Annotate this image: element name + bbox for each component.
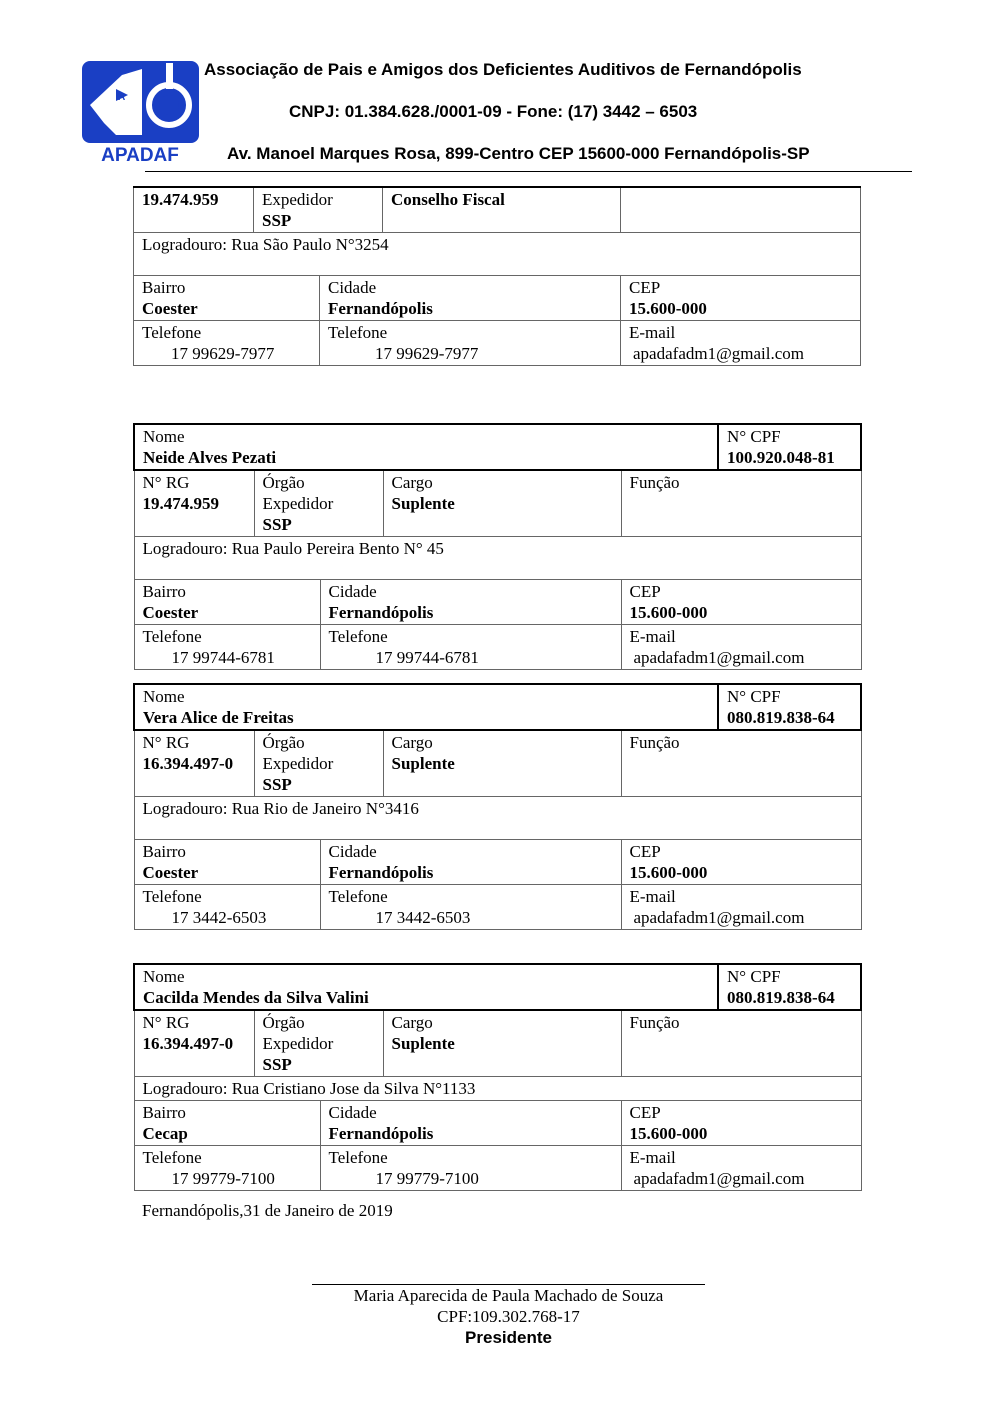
cargo-label: Cargo — [391, 733, 433, 752]
member-record-4 — [133, 963, 862, 1191]
cpf-label: N° CPF — [727, 427, 781, 446]
expedidor-label: Expedidor — [262, 494, 334, 513]
cpf-cell — [718, 424, 861, 470]
apadaf-logo — [82, 61, 199, 163]
logradouro-value: Logradouro: Rua Cristiano Jose da Silva N°1133 — [142, 1079, 476, 1098]
email-cell — [621, 321, 861, 366]
cep-cell — [621, 580, 861, 625]
svg-text:A: A — [118, 92, 126, 103]
bairro-value: Coester — [142, 299, 198, 318]
bairro-cell — [134, 840, 320, 885]
orgao-label: Órgão — [262, 733, 305, 752]
rg-cell — [134, 730, 254, 797]
logradouro-cell — [134, 797, 861, 840]
funcao-label: Função — [629, 1013, 680, 1032]
cidade-cell — [320, 580, 621, 625]
cep-cell — [621, 840, 861, 885]
cep-cell — [621, 276, 861, 321]
signer-role: Presidente — [465, 1328, 552, 1347]
nome-cell — [134, 964, 718, 1010]
cpf-label: N° CPF — [727, 967, 781, 986]
nome-label: Nome — [143, 427, 185, 446]
member-record-3 — [133, 683, 862, 930]
cargo-value: Conselho Fiscal — [391, 190, 505, 209]
telefone-label: Telefone — [142, 1148, 202, 1167]
rg-label: N° RG — [142, 1013, 190, 1032]
cidade-label: Cidade — [328, 582, 377, 601]
telefone1-value: 17 99744-6781 — [171, 648, 275, 667]
cidade-cell — [320, 276, 621, 321]
cidade-value: Fernandópolis — [328, 863, 434, 882]
orgao-cell — [254, 470, 383, 537]
rg-cell — [134, 1010, 254, 1077]
email-cell — [621, 625, 861, 670]
cpf-value: 080.819.838-64 — [727, 988, 835, 1007]
telefone2-cell — [320, 885, 621, 930]
orgao-cell — [254, 187, 383, 233]
nome-value: Vera Alice de Freitas — [143, 708, 294, 727]
cpf-cell — [718, 964, 861, 1010]
telefone2-value: 17 99744-6781 — [375, 648, 479, 667]
nome-cell — [134, 684, 718, 730]
logradouro-cell — [134, 537, 861, 580]
cep-label: CEP — [629, 1103, 661, 1122]
cidade-cell — [320, 1101, 621, 1146]
funcao-cell — [621, 187, 861, 233]
address-line: Av. Manoel Marques Rosa, 899-Centro CEP 15600-000 Fernandópolis-SP — [227, 144, 810, 163]
rg-cell — [134, 187, 254, 233]
cargo-value: Suplente — [391, 494, 455, 513]
cidade-value: Fernandópolis — [328, 1124, 434, 1143]
document-date: Fernandópolis,31 de Janeiro de 2019 — [142, 1201, 393, 1220]
expedidor-label: Expedidor — [262, 754, 334, 773]
email-value: apadafadm1@gmail.com — [633, 648, 805, 667]
cargo-cell — [383, 1010, 621, 1077]
cargo-value: Suplente — [391, 754, 455, 773]
cidade-label: Cidade — [328, 842, 377, 861]
cnpj-phone-line: CNPJ: 01.384.628./0001-09 - Fone: (17) 3442 – 6503 — [289, 102, 698, 121]
telefone2-value: 17 99779-7100 — [375, 1169, 479, 1188]
orgao-value: SSP — [262, 515, 292, 534]
telefone2-cell — [320, 1146, 621, 1191]
header-divider — [145, 171, 912, 172]
telefone2-cell — [320, 625, 621, 670]
logradouro-value: Logradouro: Rua São Paulo N°3254 — [142, 235, 389, 254]
telefone-label: Telefone — [328, 887, 388, 906]
telefone1-value: 17 99629-7977 — [171, 344, 275, 363]
email-value: apadafadm1@gmail.com — [633, 344, 804, 363]
cep-label: CEP — [629, 582, 661, 601]
email-label: E-mail — [629, 627, 676, 646]
email-cell — [621, 1146, 861, 1191]
cep-value: 15.600-000 — [629, 603, 708, 622]
bairro-label: Bairro — [142, 582, 186, 601]
rg-value: 19.474.959 — [142, 190, 219, 209]
nome-value: Neide Alves Pezati — [143, 448, 277, 467]
funcao-cell — [621, 470, 861, 537]
logo-wordmark: APADAF — [101, 145, 179, 163]
funcao-cell — [621, 730, 861, 797]
email-label: E-mail — [629, 1148, 676, 1167]
telefone2-value: 17 3442-6503 — [375, 908, 471, 927]
cidade-cell — [320, 840, 621, 885]
signer-name: Maria Aparecida de Paula Machado de Souza — [353, 1286, 664, 1305]
signature-line — [312, 1284, 705, 1285]
bairro-label: Bairro — [142, 278, 186, 297]
telefone2-cell — [320, 321, 621, 366]
cargo-value: Suplente — [391, 1034, 455, 1053]
rg-label: N° RG — [142, 733, 190, 752]
cep-value: 15.600-000 — [629, 863, 708, 882]
logradouro-value: Logradouro: Rua Paulo Pereira Bento N° 45 — [142, 539, 444, 558]
cpf-value: 100.920.048-81 — [727, 448, 835, 467]
orgao-value: SSP — [262, 775, 292, 794]
telefone-label: Telefone — [142, 627, 202, 646]
telefone-label: Telefone — [328, 1148, 388, 1167]
rg-value: 19.474.959 — [142, 494, 219, 513]
member-record-1 — [133, 186, 861, 366]
email-cell — [621, 885, 861, 930]
bairro-cell — [134, 1101, 320, 1146]
cep-value: 15.600-000 — [629, 299, 707, 318]
logradouro-value: Logradouro: Rua Rio de Janeiro N°3416 — [142, 799, 419, 818]
telefone1-cell — [134, 625, 320, 670]
orgao-value: SSP — [262, 1055, 292, 1074]
cpf-cell — [718, 684, 861, 730]
nome-cell — [134, 424, 718, 470]
bairro-value: Cecap — [142, 1124, 188, 1143]
logradouro-cell — [134, 1077, 861, 1101]
cargo-label: Cargo — [391, 473, 433, 492]
telefone1-cell — [134, 885, 320, 930]
cidade-label: Cidade — [328, 278, 377, 297]
cep-label: CEP — [629, 278, 661, 297]
funcao-label: Função — [629, 733, 680, 752]
association-name: Associação de Pais e Amigos dos Deficientes Auditivos de Fernandópolis — [204, 60, 802, 79]
nome-label: Nome — [143, 687, 185, 706]
cidade-label: Cidade — [328, 1103, 377, 1122]
rg-cell — [134, 470, 254, 537]
orgao-label: Órgão — [262, 1013, 305, 1032]
rg-label: N° RG — [142, 473, 190, 492]
cidade-value: Fernandópolis — [328, 603, 434, 622]
orgao-cell — [254, 730, 383, 797]
telefone-label: Telefone — [142, 323, 202, 342]
nome-label: Nome — [143, 967, 185, 986]
cargo-label: Cargo — [391, 1013, 433, 1032]
cpf-label: N° CPF — [727, 687, 781, 706]
telefone-label: Telefone — [328, 323, 388, 342]
telefone2-value: 17 99629-7977 — [375, 344, 479, 363]
bairro-value: Coester — [142, 603, 199, 622]
cidade-value: Fernandópolis — [328, 299, 433, 318]
email-value: apadafadm1@gmail.com — [633, 1169, 805, 1188]
logradouro-cell — [134, 233, 861, 276]
telefone1-value: 17 3442-6503 — [171, 908, 267, 927]
cargo-cell — [383, 470, 621, 537]
email-label: E-mail — [629, 323, 676, 342]
bairro-cell — [134, 276, 320, 321]
cargo-cell — [383, 730, 621, 797]
cep-label: CEP — [629, 842, 661, 861]
expedidor-label: Expedidor — [262, 1034, 334, 1053]
funcao-label: Função — [629, 473, 680, 492]
telefone1-cell — [134, 1146, 320, 1191]
funcao-cell — [621, 1010, 861, 1077]
rg-value: 16.394.497-0 — [142, 754, 234, 773]
telefone-label: Telefone — [328, 627, 388, 646]
cep-cell — [621, 1101, 861, 1146]
expedidor-label: Expedidor — [262, 190, 333, 209]
cep-value: 15.600-000 — [629, 1124, 708, 1143]
bairro-label: Bairro — [142, 1103, 186, 1122]
bairro-value: Coester — [142, 863, 199, 882]
cargo-cell — [383, 187, 621, 233]
member-record-2 — [133, 423, 862, 670]
bairro-label: Bairro — [142, 842, 186, 861]
nome-value: Cacilda Mendes da Silva Valini — [143, 988, 369, 1007]
orgao-value: SSP — [262, 211, 292, 230]
telefone1-cell — [134, 321, 320, 366]
email-label: E-mail — [629, 887, 676, 906]
orgao-label: Órgão — [262, 473, 305, 492]
signer-cpf: CPF:109.302.768-17 — [437, 1307, 580, 1326]
email-value: apadafadm1@gmail.com — [633, 908, 805, 927]
orgao-cell — [254, 1010, 383, 1077]
rg-value: 16.394.497-0 — [142, 1034, 234, 1053]
telefone-label: Telefone — [142, 887, 202, 906]
cpf-value: 080.819.838-64 — [727, 708, 835, 727]
bairro-cell — [134, 580, 320, 625]
telefone1-value: 17 99779-7100 — [171, 1169, 275, 1188]
